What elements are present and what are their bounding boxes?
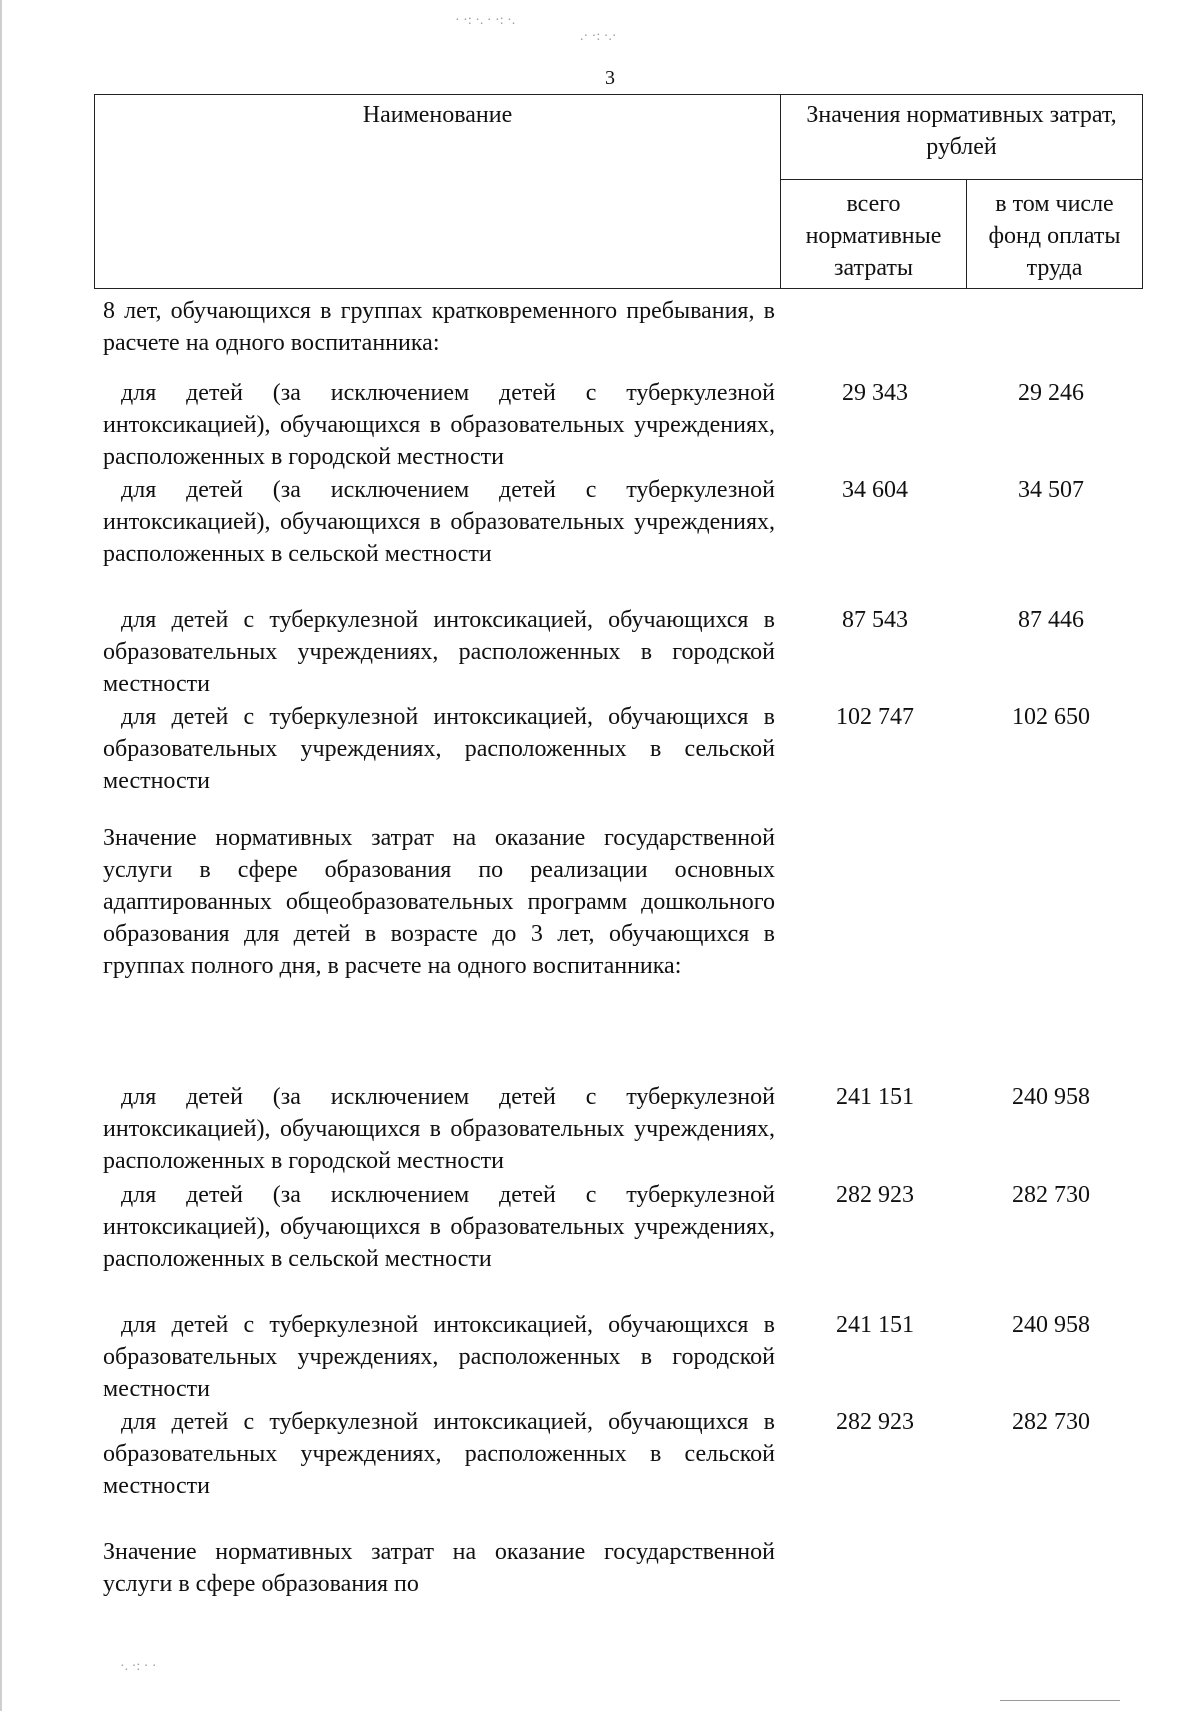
norm-item-fot: 240 958 <box>1012 1312 1090 1338</box>
norm-item-text: для детей (за исключением детей с туберкулезной интоксикацией), обучающихся в образовательных учреждениях, расположенных в городской местности <box>103 380 775 470</box>
norm-item-fot: 102 650 <box>1012 704 1090 730</box>
norm-item-text: для детей (за исключением детей с туберкулезной интоксикацией), обучающихся в образовательных учреждениях, расположенных в сельской местности <box>103 1182 775 1272</box>
norm-item-total: 241 151 <box>836 1084 914 1110</box>
norm-item-total: 241 151 <box>836 1312 914 1338</box>
norm-item-total: 282 923 <box>836 1409 914 1435</box>
header-values-cell: Значения нормативных затрат, рублей <box>781 95 1143 180</box>
norm-item-text: для детей (за исключением детей с туберкулезной интоксикацией), обучающихся в образовательных учреждениях, расположенных в сельской местности <box>103 477 775 567</box>
scan-noise: · ·: ·. · ·: ·. <box>455 13 516 28</box>
scan-noise: ·. ·: · · <box>120 1659 157 1674</box>
norm-item-total: 102 747 <box>836 704 914 730</box>
section-intro: Значение нормативных затрат на оказание государственной услуги в сфере образования по реализации основных адаптированных общеобразовательных программ дошкольного образования для детей в возрасте до 3 лет, обучающихся в группах полного дня, в расчете на одного воспитанника: <box>103 825 775 979</box>
page-number: 3 <box>605 67 615 89</box>
norm-item-text: для детей с туберкулезной интоксикацией, обучающихся в образовательных учреждениях, расположенных в сельской местности <box>103 704 775 794</box>
scan-noise: .· ·: ·.· <box>580 29 617 44</box>
norm-item-fot: 34 507 <box>1018 477 1084 503</box>
norm-item-total: 87 543 <box>842 607 908 633</box>
norm-item-total: 34 604 <box>842 477 908 503</box>
norm-item-text: для детей с туберкулезной интоксикацией, обучающихся в образовательных учреждениях, расположенных в сельской местности <box>103 1409 775 1499</box>
header-fot-cell: в том числе фонд оплаты труда <box>967 180 1143 289</box>
section-intro: 8 лет, обучающихся в группах кратковременного пребывания, в расчете на одного воспитанника: <box>103 298 775 356</box>
norm-item-fot: 282 730 <box>1012 1182 1090 1208</box>
norm-item-fot: 29 246 <box>1018 380 1084 406</box>
header-table <box>94 94 1143 289</box>
norm-item-text: для детей с туберкулезной интоксикацией, обучающихся в образовательных учреждениях, расположенных в городской местности <box>103 1312 775 1402</box>
norm-item-total: 282 923 <box>836 1182 914 1208</box>
section-intro: Значение нормативных затрат на оказание государственной услуги в сфере образования по <box>103 1539 775 1597</box>
header-name-cell: Наименование <box>95 95 781 289</box>
norm-item-text: для детей с туберкулезной интоксикацией, обучающихся в образовательных учреждениях, расположенных в городской местности <box>103 607 775 697</box>
norm-item-total: 29 343 <box>842 380 908 406</box>
scan-edge-line <box>0 0 2 1711</box>
norm-item-fot: 282 730 <box>1012 1409 1090 1435</box>
norm-item-text: для детей (за исключением детей с туберкулезной интоксикацией), обучающихся в образовательных учреждениях, расположенных в городской местности <box>103 1084 775 1174</box>
header-total-cell: всего нормативные затраты <box>781 180 967 289</box>
norm-item-fot: 240 958 <box>1012 1084 1090 1110</box>
norm-item-fot: 87 446 <box>1018 607 1084 633</box>
scan-edge-line <box>1000 1700 1120 1701</box>
